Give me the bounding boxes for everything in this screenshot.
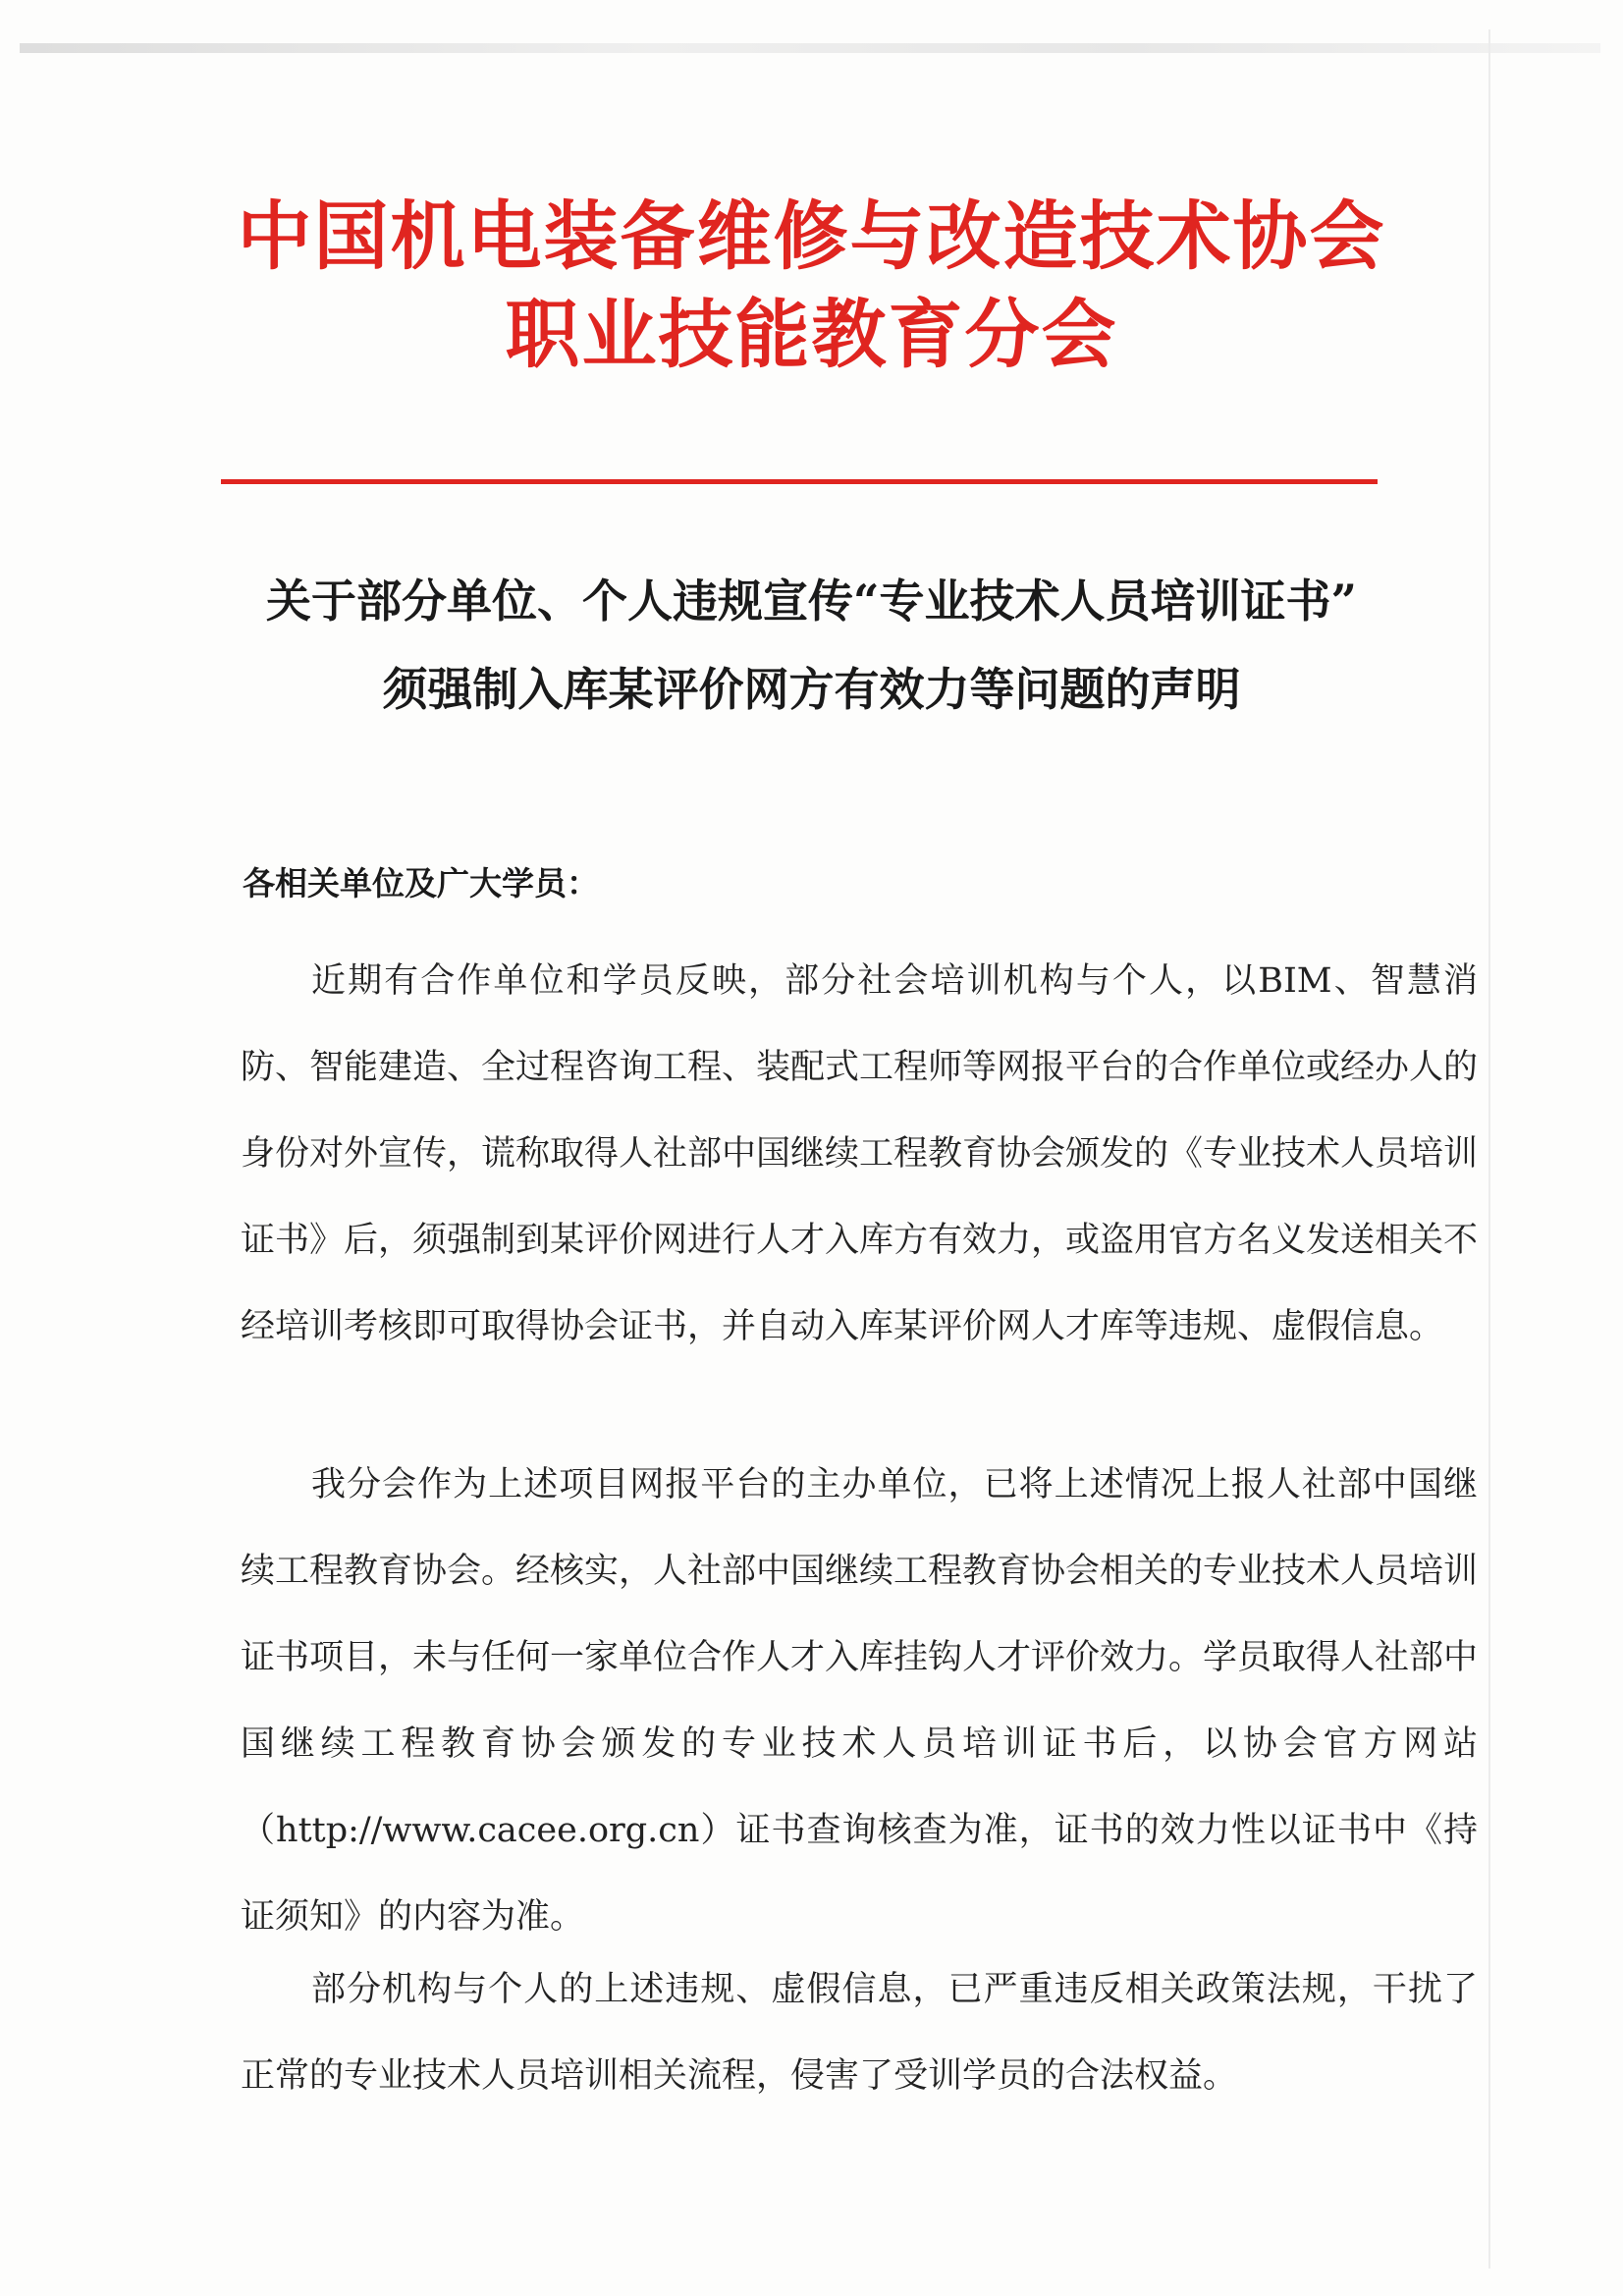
salutation: 各相关单位及广大学员： xyxy=(243,864,599,902)
document-title-line-2: 须强制入库某评价网方有效力等问题的声明 xyxy=(382,663,1241,716)
letterhead-red-divider xyxy=(221,479,1378,484)
document-title-line-1: 关于部分单位、个人违规宣传“专业技术人员培训证书” xyxy=(266,574,1357,628)
body-paragraph-1: 近期有合作单位和学员反映，部分社会培训机构与个人，以BIM、智慧消防、智能建造、全过程咨询工程、装配式工程师等网报平台的合作单位或经办人的身份对外宣传，谎称取得人社部中国继续工程教育协会颁发的《专业技术人员培训证书》后，须强制到某评价网进行人才入库方有效力，或盗用官方名义发送相关不经培训考核即可取得协会证书，并自动入库某评价网人才库等违规、虚假信息。 xyxy=(241,961,1479,1346)
body-paragraph-3: 部分机构与个人的上述违规、虚假信息，已严重违反相关政策法规，干扰了正常的专业技术人员培训相关流程，侵害了受训学员的合法权益。 xyxy=(241,1970,1478,2096)
letterhead-branch-name: 职业技能教育分会 xyxy=(505,291,1118,378)
body-paragraph-2: 我分会作为上述项目网报平台的主办单位，已将上述情况上报人社部中国继续工程教育协会。经核实，人社部中国继续工程教育协会相关的专业技术人员培训证书项目，未与任何一家单位合作人才入库挂钩人才评价效力。学员取得人社部中国继续工程教育协会颁发的专业技术人员培训证书后，以协会官方网站（http://www.cacee.org.cn）证书查询核查为准，证书的效力性以证书中《持证须知》的内容为准。 xyxy=(241,1465,1479,1937)
scan-edge-top xyxy=(20,43,1600,53)
letterhead-org-name: 中国机电装备维修与改造技术协会 xyxy=(237,192,1386,280)
